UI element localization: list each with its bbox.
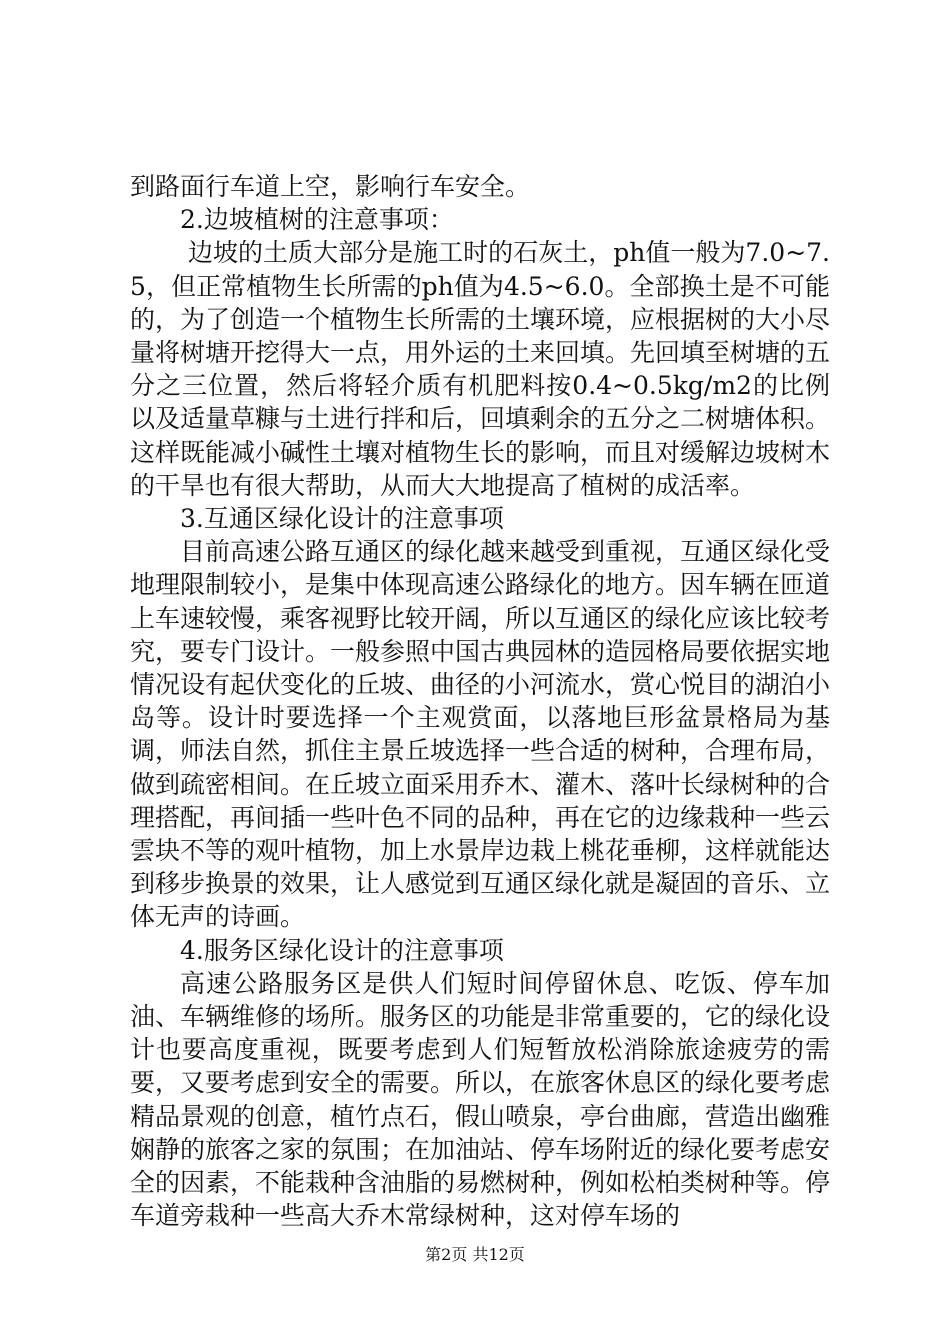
paragraph-interchange-greening: 目前高速公路互通区的绿化越来越受到重视，互通区绿化受地理限制较小，是集中体现高速公路绿化的地方。因车辆在匝道上车速较慢，乘客视野比较开阔，所以互通区的绿化应该比较考究，要专门设计。一般参照中国古典园林的造园格局要依据实地情况设有起伏变化的丘坡、曲径的小河流水，赏心悦目的湖泊小岛等。设计时要选择一个主观赏面，以落地巨形盆景格局为基调，师法自然，抓住主景丘坡选择一些合适的树种，合理布局，做到疏密相间。在丘坡立面采用乔木、灌木、落叶长绿树种的合理搭配，再间插一些叶色不同的品种，再在它的边缘栽种一些云雲块不等的观叶植物，加上水景岸边栽上桃花垂柳，这样就能达到移步换景的效果，让人感觉到互通区绿化就是凝固的音乐、立体无声的诗画。 — [130, 537, 831, 932]
section-heading-slope-planting: 2.边坡植树的注意事项： — [180, 205, 454, 235]
paragraph-slope-planting: 边坡的土质大部分是施工时的石灰土，ph值一般为7.0~7.5，但正常植物生长所需的ph值为4.5~6.0。全部换土是不可能的，为了创造一个植物生长所需的土壤环境，应根据树的大小尽量将树塘开挖得大一点，用外运的土来回填。先回填至树塘的五分之三位置，然后将轻介质有机肥料按0.4~0.5kg/m2的比例以及适量草糠与土进行拌和后，回填剩余的五分之二树塘体积。这样既能减小碱性土壤对植物生长的影响，而且对缓解边坡树木的干旱也有很大帮助，从而大大地提高了植树的成活率。 — [130, 238, 831, 500]
section-heading-interchange-greening: 3.互通区绿化设计的注意事项 — [180, 504, 504, 534]
document-body — [130, 170, 830, 1233]
page-number-footer: 第2页 共12页 — [425, 1245, 525, 1264]
section-heading-service-area-greening: 4.服务区绿化设计的注意事项 — [180, 935, 504, 965]
paragraph-service-area-greening: 高速公路服务区是供人们短时间停留休息、吃饭、停车加油、车辆维修的场所。服务区的功能是非常重要的，它的绿化设计也要高度重视，既要考虑到人们短暂放松消除旅途疲劳的需要，又要考虑到安全的需要。所以，在旅客休息区的绿化要考虑精品景观的创意，植竹点石，假山喷泉，亭台曲廊，营造出幽雅娴静的旅客之家的氛围；在加油站、停车场附近的绿化要考虑安全的因素，不能栽种含油脂的易燃树种，例如松柏类树种等。停车道旁栽种一些高大乔木常绿树种，这对停车场的 — [130, 968, 831, 1231]
paragraph-continuation: 到路面行车道上空，影响行车安全。 — [130, 172, 531, 201]
